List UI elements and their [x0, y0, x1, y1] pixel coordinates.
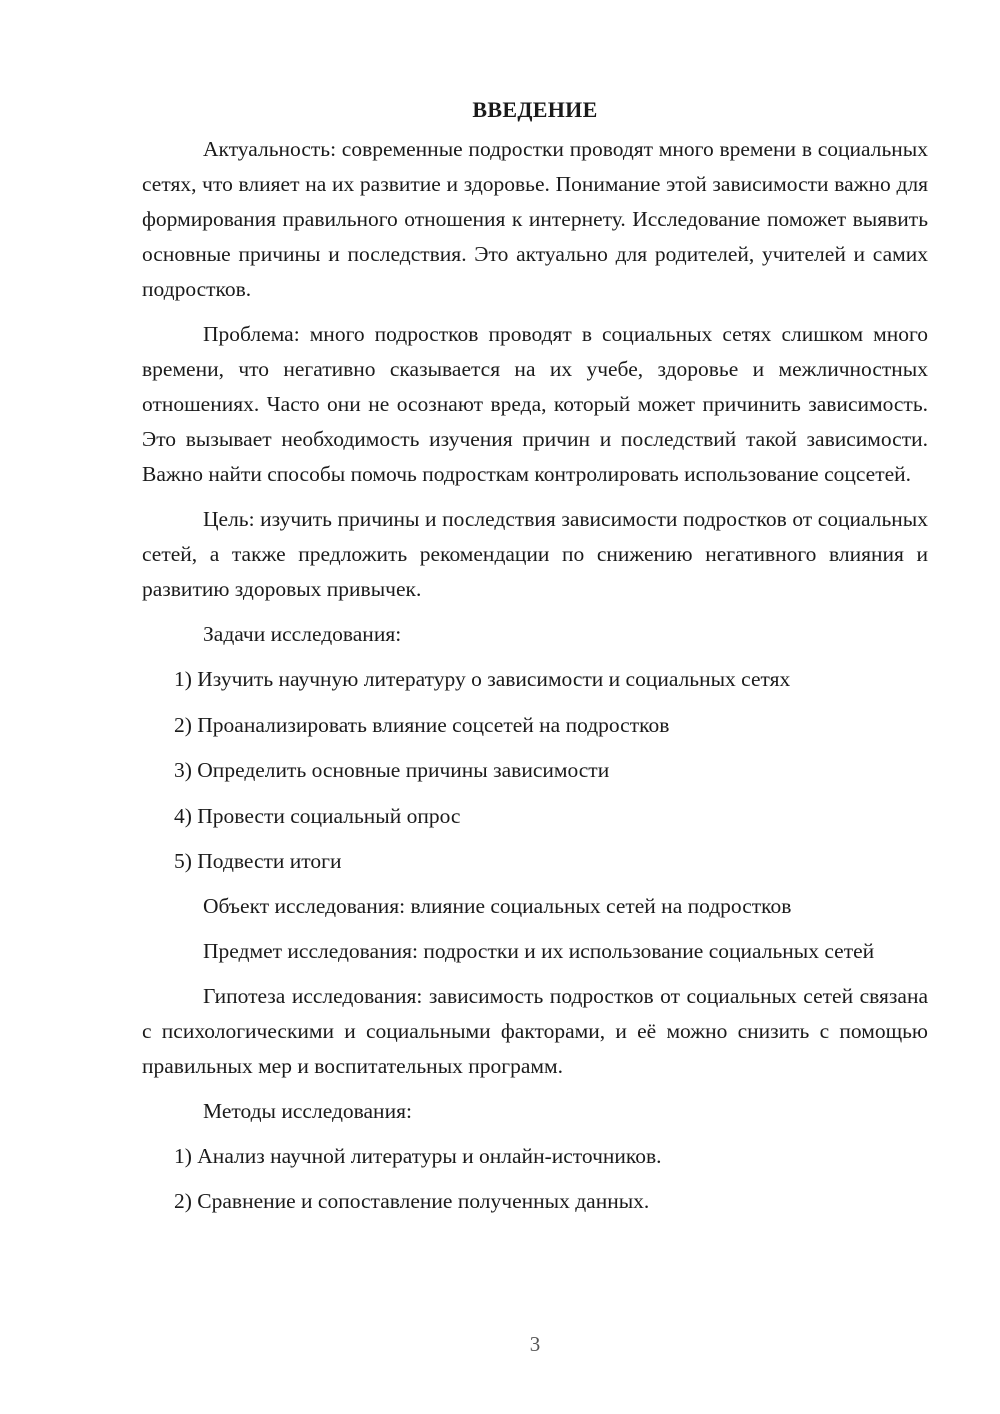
method-item: 2) Сравнение и сопоставление полученных данных.	[174, 1189, 650, 1213]
methods-heading: Методы исследования:	[203, 1098, 412, 1123]
task-item: 4) Провести социальный опрос	[174, 803, 461, 828]
section-title: ВВЕДЕНИЕ	[472, 97, 598, 122]
task-item: 5) Подвести итоги	[174, 849, 342, 873]
hypothesis-paragraph: Гипотеза исследования: зависимость подростков от социальных сетей связана с психологическими и социальными факторами, и её можно снизить с помощью правильных мер и воспитательных программ.	[142, 983, 928, 1078]
goal-paragraph: Цель: изучить причины и последствия зависимости подростков от социальных сетей, а также предложить рекомендации по снижению негативного влияния и развитию здоровых привычек.	[142, 507, 928, 601]
page-number: 3	[529, 1332, 541, 1356]
problem-paragraph: Проблема: много подростков проводят в социальных сетях слишком много времени, что негативно сказывается на их учебе, здоровье и межличностных отношениях. Часто они не осознают вреда, который может причинить зависимость. Это вызывает необходимость изучения причин и последствий такой зависимости. Важно найти способы помочь подросткам контролировать использование соцсетей.	[142, 322, 928, 486]
methods-list	[142, 1139, 928, 1220]
method-item: 1) Анализ научной литературы и онлайн-источников.	[174, 1143, 662, 1168]
task-item: 2) Проанализировать влияние соцсетей на подростков	[174, 712, 670, 737]
task-item: 3) Определить основные причины зависимости	[174, 758, 610, 782]
object-paragraph: Объект исследования: влияние социальных сетей на подростков	[203, 893, 792, 918]
task-item: 1) Изучить научную литературу о зависимости и социальных сетях	[174, 667, 791, 691]
document-page	[142, 88, 928, 1230]
relevance-paragraph: Актуальность: современные подростки проводят много времени в социальных сетях, что влияет на их развитие и здоровье. Понимание этой зависимости важно для формирования правильного отношения к интернету. Исследование поможет выявить основные причины и последствия. Это актуально для родителей, учителей и самих подростков.	[142, 137, 928, 301]
subject-paragraph: Предмет исследования: подростки и их использование социальных сетей	[203, 938, 875, 963]
tasks-heading: Задачи исследования:	[203, 622, 402, 646]
tasks-list	[142, 662, 928, 879]
